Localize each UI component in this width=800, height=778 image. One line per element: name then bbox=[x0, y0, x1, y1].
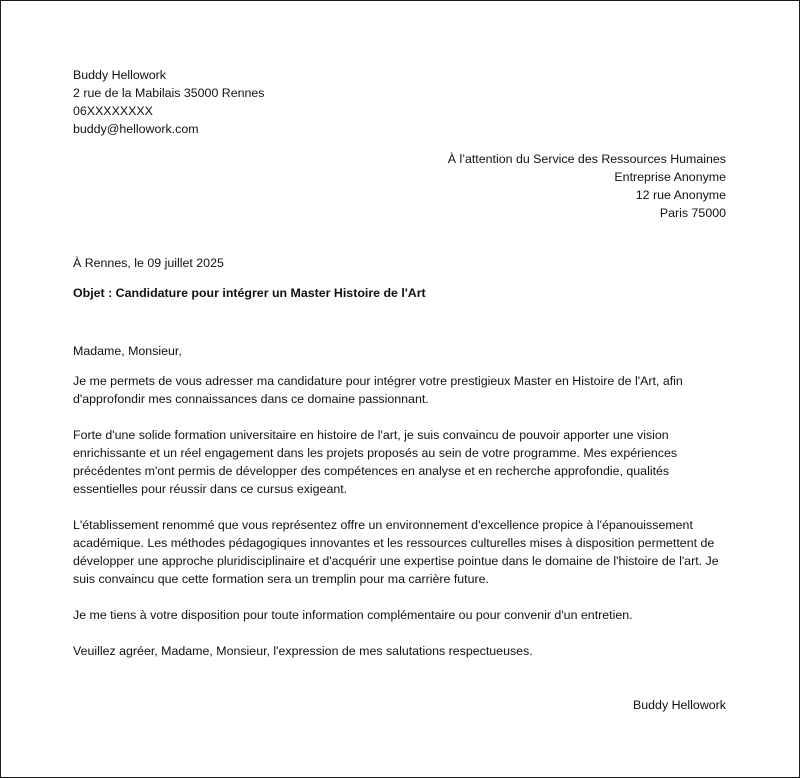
sender-name: Buddy Hellowork bbox=[73, 68, 166, 82]
body-paragraph-1: Je me permets de vous adresser ma candidature pour intégrer votre prestigieux Master en Histoire de l'Art, afin d'approfondir mes connaissances dans ce domaine passionnant. bbox=[73, 374, 683, 406]
body-paragraph-4: Je me tiens à votre disposition pour toute information complémentaire ou pour convenir d'un entretien. bbox=[73, 608, 633, 622]
body-paragraph-2: Forte d'une solide formation universitaire en histoire de l'art, je suis convaincu de pouvoir apporter une vision enrichissante et un réel engagement dans les projets proposés au sein de votre programme. Mes expériences précédentes m'ont permis de développer des compétences en analyse et en recherche approfondie, qualités essentielles pour réussir dans ce cursus exigeant. bbox=[73, 428, 678, 496]
sender-block bbox=[73, 66, 265, 138]
salutation: Madame, Monsieur, bbox=[73, 344, 182, 358]
recipient-city: Paris 75000 bbox=[659, 206, 726, 220]
sender-address: 2 rue de la Mabilais 35000 Rennes bbox=[73, 86, 265, 100]
letter-body bbox=[73, 372, 723, 642]
closing-formula: Veuillez agréer, Madame, Monsieur, l'expression de mes salutations respectueuses. bbox=[73, 644, 533, 658]
recipient-attention: À l’attention du Service des Ressources Humaines bbox=[447, 152, 726, 166]
recipient-street: 12 rue Anonyme bbox=[635, 188, 726, 202]
date-line: À Rennes, le 09 juillet 2025 bbox=[73, 256, 224, 270]
sender-phone: 06XXXXXXXX bbox=[73, 104, 153, 118]
recipient-company: Entreprise Anonyme bbox=[614, 170, 726, 184]
signature: Buddy Hellowork bbox=[633, 698, 726, 712]
subject-line: Objet : Candidature pour intégrer un Master Histoire de l'Art bbox=[73, 286, 426, 300]
recipient-block bbox=[448, 150, 726, 222]
sender-email: buddy@hellowork.com bbox=[73, 122, 199, 136]
body-paragraph-3: L'établissement renommé que vous représentez offre un environnement d'excellence propice à l'épanouissement académique. Les méthodes pédagogiques innovantes et les ressources culturelles mises à disposition permettent de développer une approche pluridisciplinaire et d'acquérir une expertise pointue dans le domaine de l'histoire de l'art. Je suis convaincu que cette formation sera un tremplin pour ma carrière future. bbox=[73, 518, 719, 586]
